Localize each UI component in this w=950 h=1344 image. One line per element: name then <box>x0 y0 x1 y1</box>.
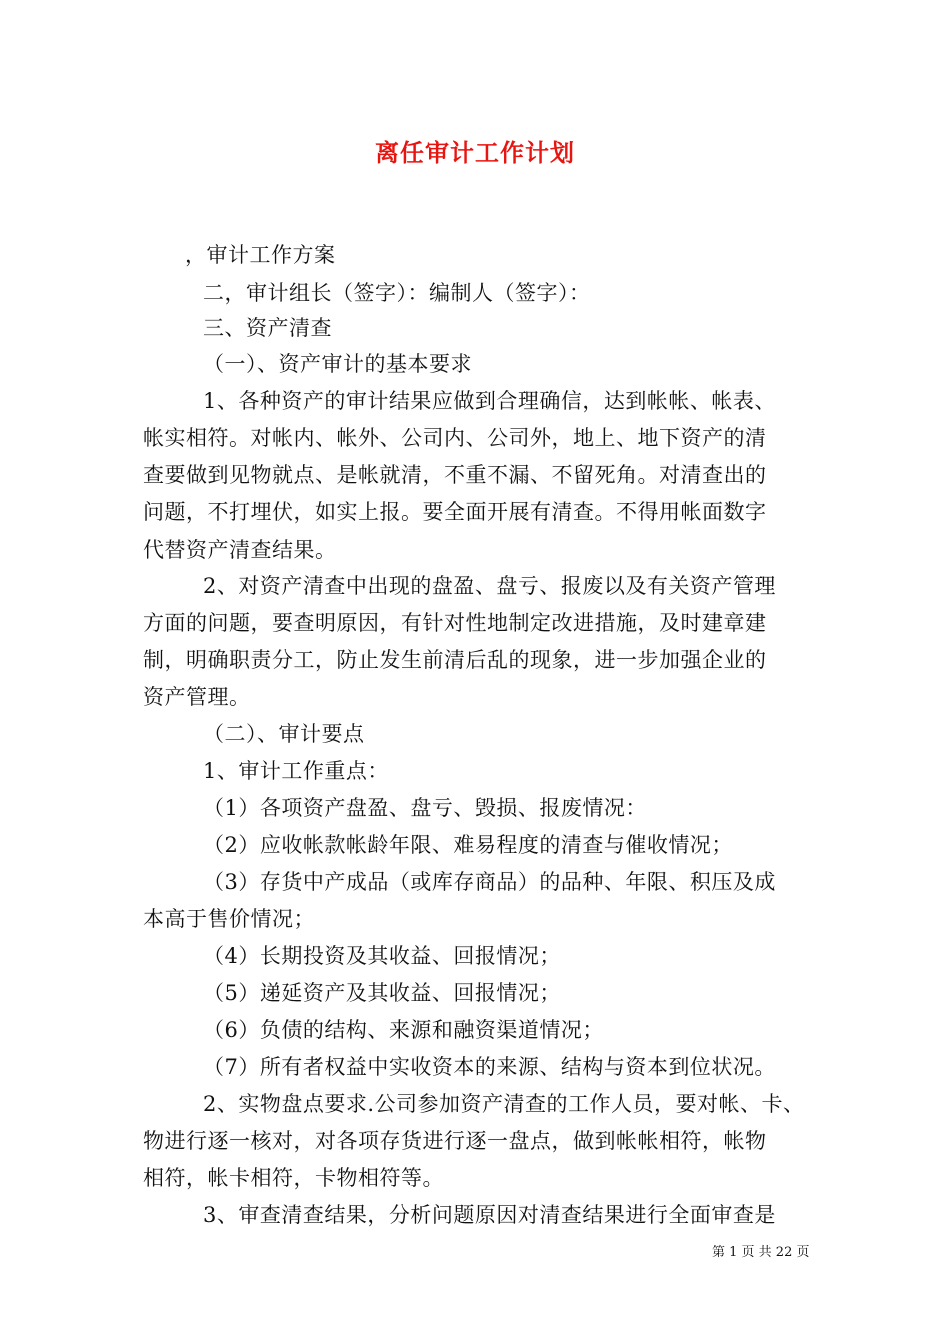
body-line: 代替资产清查结果。 <box>143 538 337 562</box>
body-line: 二，审计组长（签字）：编制人（签字）： <box>203 281 591 305</box>
page-title: 离任审计工作计划 <box>375 138 575 167</box>
body-line: ，审计工作方案 <box>185 243 336 267</box>
body-line: 资产管理。 <box>143 685 251 709</box>
body-line: 帐实相符。对帐内、帐外、公司内、公司外，地上、地下资产的清 <box>143 426 767 450</box>
body-line: 方面的问题，要查明原因，有针对性地制定改进措施，及时建章建 <box>143 611 767 635</box>
body-line: （4）长期投资及其收益、回报情况； <box>203 944 561 968</box>
body-line: （一）、资产审计的基本要求 <box>203 352 472 376</box>
body-line: 相符，帐卡相符，卡物相符等。 <box>143 1166 444 1190</box>
body-line: 1、各种资产的审计结果应做到合理确信，达到帐帐、帐表、 <box>203 389 776 413</box>
body-line: （二）、审计要点 <box>203 722 365 746</box>
body-line: 制，明确职责分工，防止发生前清后乱的现象，进一步加强企业的 <box>143 648 767 672</box>
body-line: （1）各项资产盘盈、盘亏、毁损、报废情况： <box>203 796 647 820</box>
body-line: 问题，不打埋伏，如实上报。要全面开展有清查。不得用帐面数字 <box>143 500 767 524</box>
body-line: 3、审查清查结果，分析问题原因对清查结果进行全面审查是 <box>203 1203 776 1227</box>
body-line: 查要做到见物就点、是帐就清，不重不漏、不留死角。对清查出的 <box>143 463 767 487</box>
body-line: （2）应收帐款帐龄年限、难易程度的清查与催收情况； <box>203 833 733 857</box>
body-line: 本高于售价情况； <box>143 907 315 931</box>
body-line: （6）负债的结构、来源和融资渠道情况； <box>203 1018 604 1042</box>
body-line: 2、实物盘点要求.公司参加资产清查的工作人员，要对帐、卡、 <box>203 1092 805 1116</box>
body-line: 物进行逐一核对，对各项存货进行逐一盘点，做到帐帐相符，帐物 <box>143 1129 767 1153</box>
body-line: 2、对资产清查中出现的盘盈、盘亏、报废以及有关资产管理 <box>203 574 776 598</box>
body-line: 三、资产清查 <box>203 316 332 340</box>
body-line: （7）所有者权益中实收资本的来源、结构与资本到位状况。 <box>203 1055 776 1079</box>
body-line: （5）递延资产及其收益、回报情况； <box>203 981 561 1005</box>
body-line: 1、审计工作重点： <box>203 759 389 783</box>
body-line: （3）存货中产成品（或库存商品）的品种、年限、积压及成 <box>203 870 776 894</box>
page-number-footer: 第 1 页 共 22 页 <box>712 1245 810 1260</box>
